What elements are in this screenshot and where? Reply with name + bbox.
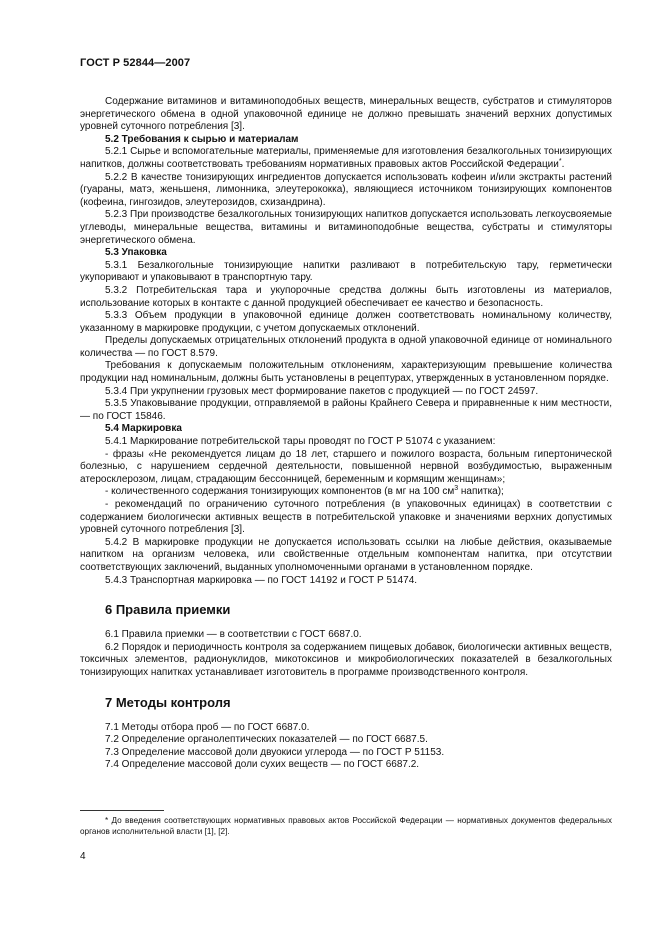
footnote-text: До введения соответствующих нормативных правовых актов Российской Федерации — нормативных документов федеральных органов исполнительной власти [1], [2]. <box>80 816 612 836</box>
spacer <box>80 680 612 695</box>
paragraph-limits: Пределы допускаемых отрицательных отклонений продукта в одной упаковочной единице от номинального количества — по ГОСТ 8.579. <box>80 335 612 359</box>
paragraph-5-3-1: 5.3.1 Безалкогольные тонизирующие напитки разливают в потребительскую тару, герметически укупоривают и упаковывают в транспортную тару. <box>80 259 612 284</box>
paragraph-5-3-3: 5.3.3 Объем продукции в упаковочной единице должен соответствовать номинальному количеству, указанному в маркировке продукции, с учетом допускаемых отклонений. <box>80 310 612 334</box>
paragraph-5-4-1: 5.4.1 Маркирование потребительской тары проводят по ГОСТ Р 51074 с указанием: <box>105 436 496 448</box>
paragraph-5-2-2: 5.2.2 В качестве тонизирующих ингредиентов допускается использовать кофеин и/или экстракты растений (гуараны, матэ, женьшеня, лимонника, элеутерококка), являющиеся источником тонизирующих компонентов (кофеина, гингозидов, элеутерозидов, схизандрина). <box>80 171 612 208</box>
paragraph-5-2-1-text: 5.2.1 Сырье и вспомогательные материалы, применяемые для изготовления безалкогольных тонизирующих напитков, должны соответствовать требованиям нормативных правовых актов Российской Федерации <box>80 146 612 170</box>
paragraph-6-2: 6.2 Порядок и периодичность контроля за содержанием пищевых добавок, биологически активных веществ, токсичных элементов, радионуклидов, микотоксинов и микробиологических показателей в безалкогольных тонизирующих напитках устанавливает изготовитель в программе производственного контроля. <box>80 641 612 678</box>
list-item-recommendations: - рекомендаций по ограничению суточного потребления (в упаковочных единицах) в соответствии с содержанием биологически активных веществ в потребительской упаковке и значениями верхних допустимых уровней суточного потребления [3]. <box>80 499 612 536</box>
spacer <box>80 711 612 722</box>
section-5-3-heading: 5.3 Упаковка <box>105 247 167 259</box>
footnote <box>80 815 612 837</box>
section-5-2-heading: 5.2 Требования к сырью и материалам <box>105 133 299 145</box>
paragraph-6-1: 6.1 Правила приемки — в соответствии с ГОСТ 6687.0. <box>105 629 362 641</box>
paragraph-requirements: Требования к допускаемым положительным отклонениям, характеризующим превышение количества продукции над номинальным, должны быть установлены в рецептурах, утвержденных в установленном порядке. <box>80 360 612 385</box>
document-body <box>80 96 612 772</box>
paragraph-5-2-1-end: . <box>561 158 565 170</box>
section-6-heading: 6 Правила приемки <box>105 602 231 618</box>
paragraph-5-3-5: 5.3.5 Упаковывание продукции, отправляемой в районы Крайнего Севера и приравненные к ним местности, — по ГОСТ 15846. <box>80 398 612 422</box>
superscript-3: 3 <box>454 485 459 493</box>
footnote-mark: * <box>105 816 109 825</box>
paragraph-5-2-3: 5.2.3 При производстве безалкогольных тонизирующих напитков допускается использовать легкоусвояемые углеводы, минеральные вещества, витамины и витаминоподобные вещества, субстраты и стимуляторы энергетического обмена. <box>80 209 612 246</box>
paragraph-5-3-2: 5.3.2 Потребительская тара и укупорочные средства должны быть изготовлены из материалов, использование которых в контакте с данной продукцией обеспечивает ее качество и безопасность. <box>80 284 612 309</box>
paragraph-7-2: 7.2 Определение органолептических показателей — по ГОСТ 6687.5. <box>105 734 428 746</box>
paragraph-7-3: 7.3 Определение массовой доли двуокиси углерода — по ГОСТ Р 51153. <box>105 746 445 758</box>
section-7-heading: 7 Методы контроля <box>105 694 231 710</box>
footnote-mark: * <box>558 157 562 165</box>
section-5-4-heading: 5.4 Маркировка <box>105 423 182 435</box>
paragraph-5-3-4: 5.3.4 При укрупнении грузовых мест формирование пакетов с продукцией — по ГОСТ 24597. <box>105 385 539 397</box>
paragraph-5-4-3: 5.4.3 Транспортная маркировка — по ГОСТ 14192 и ГОСТ Р 51474. <box>105 574 418 586</box>
paragraph-5-4-2: 5.4.2 В маркировке продукции не допускается использовать ссылки на любые действия, оказываемые напитком на организм человека, или свойственные отдельным компонентам напитка, при отсутствии соответствующих заключений, выданных уполномоченными органами в установленном порядке. <box>80 536 612 573</box>
paragraph-7-4: 7.4 Определение массовой доли сухих веществ — по ГОСТ 6687.2. <box>105 759 420 771</box>
footnote-divider <box>80 810 164 811</box>
list-item-content-text: - количественного содержания тонизирующих компонентов (в мг на 100 см <box>105 486 455 498</box>
spacer <box>80 587 612 602</box>
spacer <box>80 618 612 629</box>
document-header: ГОСТ Р 52844—2007 <box>80 57 191 69</box>
paragraph-7-1: 7.1 Методы отбора проб — по ГОСТ 6687.0. <box>105 721 310 733</box>
paragraph-5-2-1 <box>80 146 612 171</box>
list-item-warning: - фразы «Не рекомендуется лицам до 18 лет, старшего и пожилого возраста, больным гипертонической болезнью, с нарушением сердечной деятельности, повышенной нервной возбудимостью, выраженным атеросклерозом, лицам, страдающим бессонницей, беременным и кормящим женщинам»; <box>80 448 612 485</box>
list-item-content <box>80 486 612 499</box>
page-number: 4 <box>80 851 86 862</box>
paragraph-intro: Содержание витаминов и витаминоподобных веществ, минеральных веществ, субстратов и стимуляторов энергетического обмена в одной упаковочной единице не должно превышать значений верхних допустимых уровней суточного потребления [3]. <box>80 96 612 133</box>
list-item-content-end: напитка); <box>458 486 504 498</box>
